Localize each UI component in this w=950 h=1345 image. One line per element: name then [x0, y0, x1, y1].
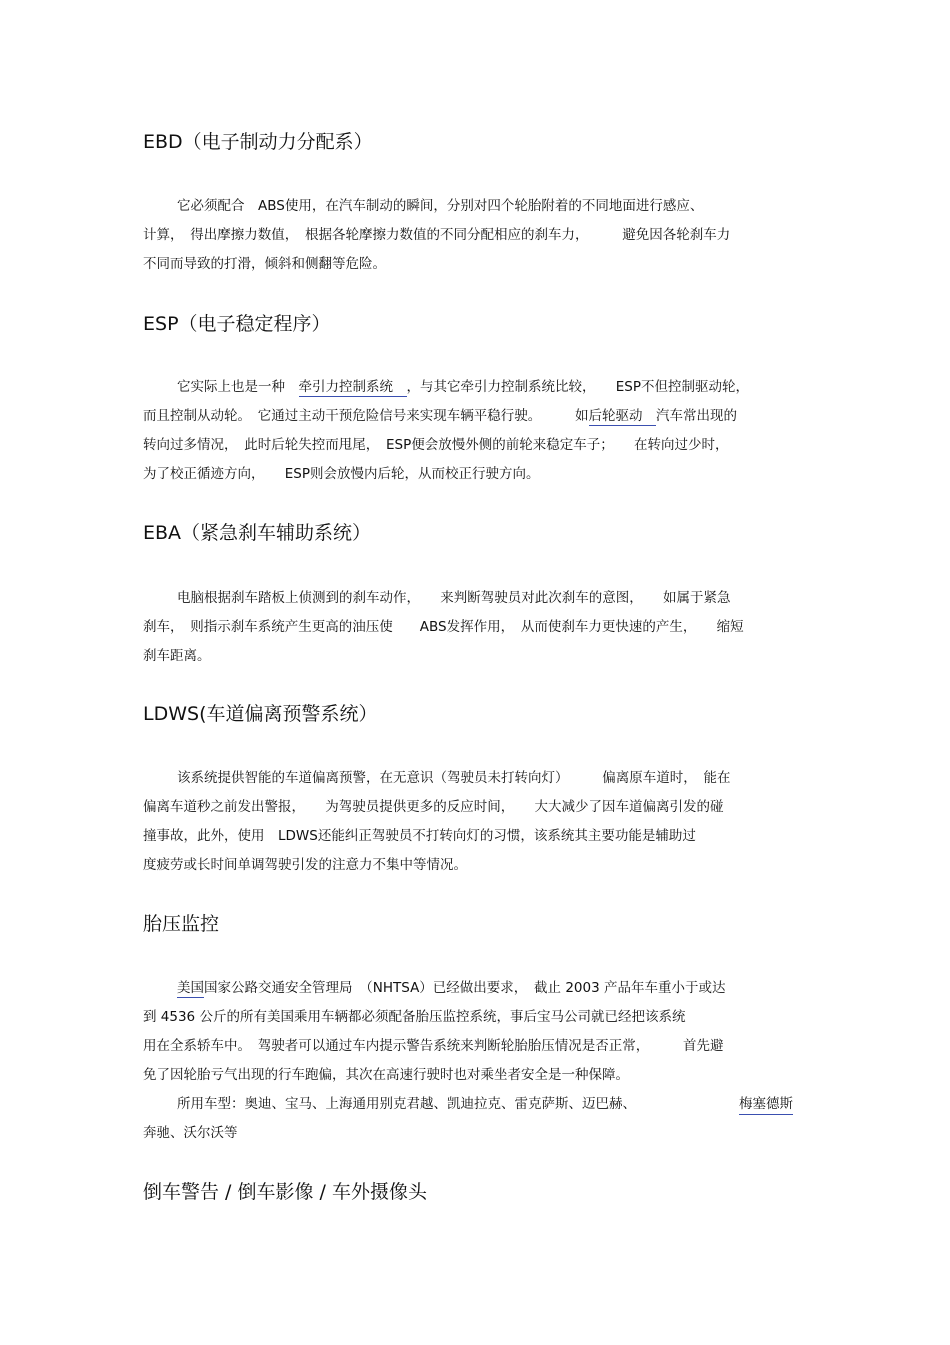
- tpms-line-6: 奔驰、沃尔沃等: [143, 1125, 238, 1141]
- link-mercedes[interactable]: 梅塞德斯: [739, 1095, 793, 1115]
- eba-line-2: 刹车， 则指示刹车系统产生更高的油压使 ABS发挥作用， 从而使刹车力更快速的产生， 缩短: [143, 619, 744, 635]
- esp-line-2-text-b: 汽车常出现的: [656, 408, 737, 424]
- eba-line-1: 电脑根据刹车踏板上侦测到的刹车动作， 来判断驾驶员对此次刹车的意图， 如属于紧急: [177, 590, 731, 606]
- esp-line-1: [143, 378, 813, 396]
- ldws-line-3: 撞事故，此外，使用 LDWS还能纠正驾驶员不打转向灯的习惯，该系统其主要功能是辅助过: [143, 828, 696, 844]
- heading-ldws: LDWS(车道偏离预警系统）: [143, 703, 378, 725]
- esp-line-2: [143, 407, 813, 425]
- tpms-line-5-text: 所用车型：奥迪、宝马、上海通用别克君越、凯迪拉克、雷克萨斯、迈巴赫、: [177, 1096, 636, 1112]
- ldws-line-4: 度疲劳或长时间单调驾驶引发的注意力不集中等情况。: [143, 857, 467, 873]
- ebd-line-1: 它必须配合 ABS使用，在汽车制动的瞬间，分别对四个轮胎附着的不同地面进行感应、: [177, 198, 704, 214]
- ebd-line-3: 不同而导致的打滑，倾斜和侧翻等危险。: [143, 256, 386, 272]
- ebd-line-2: 计算， 得出摩擦力数值， 根据各轮摩擦力数值的不同分配相应的刹车力， 避免因各轮刹车力: [143, 227, 731, 243]
- tpms-line-5: [143, 1095, 813, 1113]
- ldws-line-2: 偏离车道秒之前发出警报， 为驾驶员提供更多的反应时间， 大大减少了因车道偏离引发的碰: [143, 799, 724, 815]
- tpms-line-1: [143, 979, 813, 997]
- heading-eba: EBA（紧急刹车辅助系统）: [143, 522, 372, 544]
- ldws-line-1: 该系统提供智能的车道偏离预警，在无意识（驾驶员未打转向灯） 偏离原车道时， 能在: [177, 770, 731, 786]
- link-traction-control[interactable]: 牵引力控制系统: [298, 379, 407, 395]
- tpms-line-3: 用在全系轿车中。 驾驶者可以通过车内提示警告系统来判断轮胎胎压情况是否正常， 首先避: [143, 1038, 724, 1054]
- esp-line-4: 为了校正循迹方向， ESP则会放慢内后轮，从而校正行驶方向。: [143, 466, 540, 482]
- link-rear-wheel-drive[interactable]: 后轮驱动: [588, 408, 656, 424]
- esp-line-3: 转向过多情况， 此时后轮失控而甩尾， ESP便会放慢外侧的前轮来稳定车子； 在转向过少时，: [143, 437, 729, 453]
- heading-reverse-camera: 倒车警告 / 倒车影像 / 车外摄像头: [143, 1181, 427, 1203]
- esp-line-1-text-b: ，与其它牵引力控制系统比较， ESP不但控制驱动轮，: [406, 379, 749, 395]
- heading-tire-pressure: 胎压监控: [143, 913, 220, 935]
- eba-line-3: 刹车距离。: [143, 648, 211, 664]
- heading-ebd: EBD（电子制动力分配系）: [143, 131, 373, 153]
- heading-esp: ESP（电子稳定程序）: [143, 313, 331, 335]
- esp-line-1-text-a: 它实际上也是一种: [177, 379, 299, 395]
- tpms-line-4: 免了因轮胎亏气出现的行车跑偏，其次在高速行驶时也对乘坐者安全是一种保障。: [143, 1067, 629, 1083]
- tpms-line-1-text: 国家公路交通安全管理局 （NHTSA）已经做出要求， 截止 2003 产品年车重小于或达: [204, 980, 726, 996]
- link-usa[interactable]: 美国: [177, 980, 204, 996]
- esp-line-2-text-a: 而且控制从动轮。 它通过主动干预危险信号来实现车辆平稳行驶。 如: [143, 408, 589, 424]
- tpms-line-2: 到 4536 公斤的所有美国乘用车辆都必须配备胎压监控系统，事后宝马公司就已经把该系统: [143, 1009, 686, 1025]
